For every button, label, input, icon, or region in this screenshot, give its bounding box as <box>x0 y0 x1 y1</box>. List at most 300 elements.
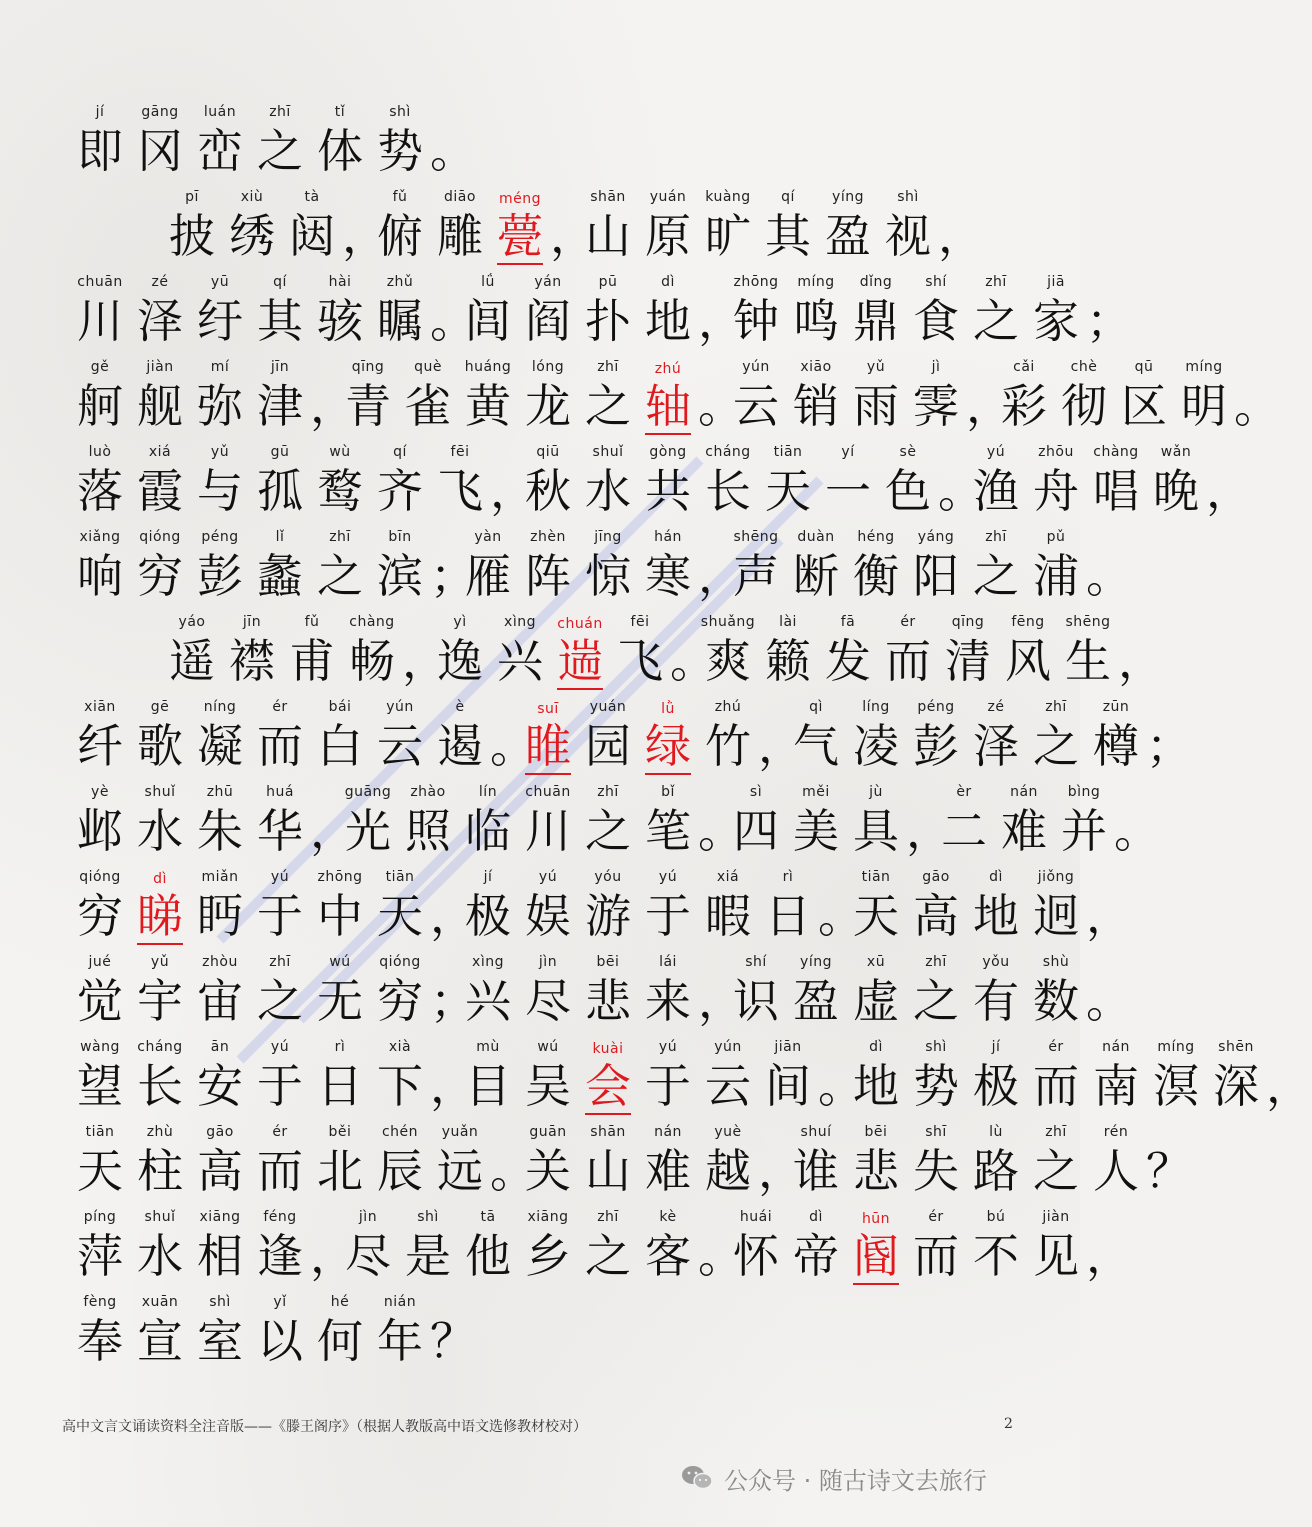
character <box>638 1207 698 1285</box>
hanzi: 以 <box>257 1314 303 1368</box>
pinyin: lù <box>989 1124 1003 1140</box>
character <box>190 782 250 860</box>
pinyin: wù <box>329 444 351 460</box>
punctuation: 。 <box>1114 804 1160 858</box>
character <box>162 612 222 690</box>
punctuation: ， <box>758 1144 804 1198</box>
punctuation: ， <box>1086 1229 1132 1283</box>
character <box>758 1037 818 1115</box>
hanzi: 霁 <box>913 379 959 433</box>
character <box>70 527 130 605</box>
pinyin: fēi <box>450 444 470 460</box>
character <box>370 527 430 605</box>
hanzi: 飞 <box>617 634 663 688</box>
hanzi: 目 <box>465 1059 511 1113</box>
pinyin: jiàn <box>1042 1209 1070 1225</box>
pinyin: shēng <box>733 529 779 545</box>
hanzi: 望 <box>77 1059 123 1113</box>
pinyin: méng <box>498 191 541 207</box>
character <box>370 1122 430 1200</box>
text-line <box>70 272 1132 350</box>
pinyin: yú <box>538 869 558 885</box>
hanzi: 盈 <box>793 974 839 1028</box>
character <box>698 442 758 520</box>
character <box>698 697 758 775</box>
pinyin: yàn <box>474 529 502 545</box>
pinyin: yuè <box>714 1124 742 1140</box>
hanzi: 蠡 <box>257 549 303 603</box>
character <box>906 952 966 1030</box>
pinyin: xiá <box>148 444 172 460</box>
pinyin: zhī <box>329 529 351 545</box>
character <box>310 697 370 775</box>
character <box>1026 867 1086 945</box>
hanzi: 于 <box>257 889 303 943</box>
hanzi: 川 <box>77 294 123 348</box>
character <box>698 1037 758 1115</box>
highlighted-character <box>130 869 190 945</box>
hanzi: 鼎 <box>853 294 899 348</box>
hanzi: 浦 <box>1033 549 1079 603</box>
character <box>70 1037 130 1115</box>
pinyin: zhī <box>1045 699 1067 715</box>
punctuation: 。 <box>1234 379 1280 433</box>
pinyin: zhī <box>985 274 1007 290</box>
hanzi: 之 <box>317 549 363 603</box>
pinyin: jí <box>483 869 493 885</box>
pinyin: chuān <box>525 784 571 800</box>
punctuation: 。 <box>430 294 476 348</box>
character <box>130 357 190 435</box>
pinyin: jí <box>991 1039 1001 1055</box>
hanzi: 阍 <box>853 1229 899 1283</box>
hanzi: 渔 <box>973 464 1019 518</box>
pinyin: zhú <box>714 699 742 715</box>
pinyin: bǐ <box>661 784 675 800</box>
pinyin: huá <box>266 784 294 800</box>
pinyin: péng <box>201 529 239 545</box>
pinyin: shì <box>417 1209 439 1225</box>
hanzi: 纤 <box>77 719 123 773</box>
punctuation: ； <box>430 549 476 603</box>
character <box>786 1207 846 1285</box>
hanzi: 遥 <box>169 634 215 688</box>
highlighted-character <box>638 359 698 435</box>
hanzi: 遏 <box>437 719 483 773</box>
pinyin: bái <box>328 699 352 715</box>
character <box>994 782 1054 860</box>
text-line <box>70 867 1132 945</box>
hanzi: 照 <box>405 804 451 858</box>
pinyin: lín <box>478 784 498 800</box>
character <box>966 867 1026 945</box>
character <box>70 357 130 435</box>
character <box>578 867 638 945</box>
pinyin: bìng <box>1067 784 1101 800</box>
punctuation: 。 <box>698 1229 744 1283</box>
pinyin: mù <box>476 1039 500 1055</box>
character <box>1086 442 1146 520</box>
pinyin: ér <box>272 699 288 715</box>
character <box>250 442 310 520</box>
punctuation: ， <box>430 1059 476 1113</box>
hanzi: 深 <box>1213 1059 1259 1113</box>
pinyin: shì <box>925 1039 947 1055</box>
hanzi: 即 <box>77 124 123 178</box>
character <box>758 187 818 265</box>
hanzi: 寒 <box>645 549 691 603</box>
pinyin: lǜ <box>661 701 675 717</box>
pinyin: xiān <box>84 699 116 715</box>
punctuation: ， <box>490 464 536 518</box>
hanzi: 遄 <box>557 634 603 688</box>
character <box>130 1037 190 1115</box>
pinyin: lǐ <box>275 529 285 545</box>
hanzi: 盈 <box>825 209 871 263</box>
character <box>698 1122 758 1200</box>
character <box>458 1207 518 1285</box>
hanzi: 舟 <box>1033 464 1079 518</box>
hanzi: 与 <box>197 464 243 518</box>
character <box>726 782 786 860</box>
hanzi: 竹 <box>705 719 751 773</box>
hanzi: 之 <box>257 124 303 178</box>
punctuation: ， <box>310 1229 356 1283</box>
pinyin: píng <box>83 1209 117 1225</box>
hanzi: 于 <box>645 889 691 943</box>
hanzi: 原 <box>645 209 691 263</box>
hanzi: 泽 <box>137 294 183 348</box>
pinyin: xiǎng <box>79 529 121 545</box>
character <box>430 612 490 690</box>
hanzi: 宇 <box>137 974 183 1028</box>
character <box>1026 527 1086 605</box>
hanzi: 云 <box>377 719 423 773</box>
hanzi: 会 <box>585 1059 631 1113</box>
hanzi: 睇 <box>137 889 183 943</box>
hanzi: 势 <box>377 124 423 178</box>
hanzi: 帝 <box>793 1229 839 1283</box>
character <box>310 272 370 350</box>
character <box>726 952 786 1030</box>
character <box>518 1207 578 1285</box>
pinyin: fèng <box>83 1294 117 1310</box>
hanzi: 柱 <box>137 1144 183 1198</box>
character <box>1026 697 1086 775</box>
character <box>786 527 846 605</box>
punctuation: ？ <box>1146 1144 1192 1198</box>
pinyin: xià <box>388 1039 412 1055</box>
pinyin: yuán <box>649 189 687 205</box>
hanzi: 歌 <box>137 719 183 773</box>
hanzi: 扑 <box>585 294 631 348</box>
character <box>786 697 846 775</box>
character <box>878 612 938 690</box>
character <box>250 1292 310 1370</box>
character <box>130 442 190 520</box>
hanzi: 瞩 <box>377 294 423 348</box>
pinyin: lái <box>659 954 677 970</box>
pinyin: rì <box>782 869 794 885</box>
hanzi: 具 <box>853 804 899 858</box>
hanzi: 二 <box>941 804 987 858</box>
pinyin: yún <box>386 699 414 715</box>
character <box>998 612 1058 690</box>
pinyin: qióng <box>139 529 181 545</box>
character <box>310 867 370 945</box>
character <box>130 782 190 860</box>
punctuation: 。 <box>490 719 536 773</box>
character <box>190 357 250 435</box>
hanzi: 迥 <box>1033 889 1079 943</box>
character <box>518 357 578 435</box>
pinyin: duàn <box>797 529 835 545</box>
hanzi: 于 <box>645 1059 691 1113</box>
character <box>70 1122 130 1200</box>
character <box>906 697 966 775</box>
hanzi: 落 <box>77 464 123 518</box>
hanzi: 山 <box>585 1144 631 1198</box>
pinyin: guān <box>529 1124 567 1140</box>
hanzi: 远 <box>437 1144 483 1198</box>
pinyin: xiāng <box>199 1209 241 1225</box>
pinyin: jiǒng <box>1037 869 1075 885</box>
character <box>458 782 518 860</box>
hanzi: 云 <box>705 1059 751 1113</box>
pinyin: gū <box>270 444 290 460</box>
hanzi: 闾 <box>465 294 511 348</box>
hanzi: 峦 <box>197 124 243 178</box>
character <box>610 612 670 690</box>
hanzi: 而 <box>913 1229 959 1283</box>
text-line <box>70 782 1160 860</box>
hanzi: 乡 <box>525 1229 571 1283</box>
character <box>398 357 458 435</box>
hanzi: 娱 <box>525 889 571 943</box>
character <box>250 1122 310 1200</box>
pinyin: gāng <box>141 104 179 120</box>
text-line <box>70 1207 1132 1285</box>
pinyin: èr <box>956 784 972 800</box>
pinyin: dì <box>153 871 167 887</box>
character <box>458 952 518 1030</box>
character <box>130 272 190 350</box>
pinyin: zhī <box>597 1209 619 1225</box>
punctuation: ， <box>342 209 388 263</box>
character <box>222 612 282 690</box>
wechat-account-banner[interactable] <box>680 1458 987 1498</box>
pinyin: è <box>455 699 465 715</box>
character <box>578 1122 638 1200</box>
hanzi: 舸 <box>77 379 123 433</box>
hanzi: 雀 <box>405 379 451 433</box>
character <box>190 697 250 775</box>
character <box>130 102 190 180</box>
pinyin: yáo <box>178 614 206 630</box>
character <box>70 1207 130 1285</box>
hanzi: 青 <box>345 379 391 433</box>
pinyin: zhī <box>269 954 291 970</box>
hanzi: 轴 <box>645 379 691 433</box>
character <box>938 612 998 690</box>
character <box>578 697 638 775</box>
character <box>1026 1037 1086 1115</box>
pinyin: jiā <box>1047 274 1065 290</box>
character <box>726 527 786 605</box>
character <box>430 187 490 265</box>
hanzi: 长 <box>137 1059 183 1113</box>
character <box>1026 1122 1086 1200</box>
pinyin: cǎi <box>1013 359 1035 375</box>
character <box>338 782 398 860</box>
pinyin: ān <box>210 1039 230 1055</box>
hanzi: 兴 <box>497 634 543 688</box>
pinyin: jìn <box>538 954 558 970</box>
pinyin: jué <box>88 954 112 970</box>
pinyin: miǎn <box>201 869 239 885</box>
hanzi: 闼 <box>289 209 335 263</box>
hanzi: 凝 <box>197 719 243 773</box>
pinyin: měi <box>802 784 830 800</box>
hanzi: 雕 <box>437 209 483 263</box>
punctuation: ， <box>402 634 448 688</box>
hanzi: 穷 <box>137 549 183 603</box>
pinyin: héng <box>857 529 895 545</box>
character <box>846 1122 906 1200</box>
pinyin: luò <box>88 444 112 460</box>
hanzi: 南 <box>1093 1059 1139 1113</box>
pinyin: xiāo <box>800 359 832 375</box>
character <box>1086 1122 1146 1200</box>
pinyin: yíng <box>832 189 864 205</box>
character <box>698 867 758 945</box>
character <box>966 697 1026 775</box>
hanzi: 樽 <box>1093 719 1139 773</box>
character <box>698 187 758 265</box>
character <box>638 1037 698 1115</box>
hanzi: 日 <box>765 889 811 943</box>
pinyin: kuài <box>592 1041 624 1057</box>
character <box>370 1037 430 1115</box>
punctuation: 。 <box>490 1144 536 1198</box>
pinyin: fǔ <box>392 189 408 205</box>
pinyin: yán <box>534 274 562 290</box>
wechat-account-label: 公众号 · 随古诗文去旅行 <box>724 1466 987 1495</box>
punctuation: 。 <box>430 124 476 178</box>
character <box>222 187 282 265</box>
character <box>70 697 130 775</box>
hanzi: 生 <box>1065 634 1111 688</box>
pinyin: zhǔ <box>386 274 414 290</box>
pinyin: xìng <box>472 954 504 970</box>
hanzi: 逢 <box>257 1229 303 1283</box>
hanzi: 天 <box>765 464 811 518</box>
hanzi: 有 <box>973 974 1019 1028</box>
highlighted-character <box>518 699 578 775</box>
pinyin: què <box>414 359 442 375</box>
hanzi: 畅 <box>349 634 395 688</box>
hanzi: 津 <box>257 379 303 433</box>
pinyin: zhī <box>985 529 1007 545</box>
pinyin: yú <box>270 869 290 885</box>
character <box>578 442 638 520</box>
hanzi: 水 <box>585 464 631 518</box>
hanzi: 谁 <box>793 1144 839 1198</box>
pinyin: shì <box>209 1294 231 1310</box>
punctuation: 。 <box>698 379 744 433</box>
pinyin: míng <box>1157 1039 1195 1055</box>
pinyin: chén <box>381 1124 419 1140</box>
hanzi: 宣 <box>137 1314 183 1368</box>
character <box>846 272 906 350</box>
character <box>190 102 250 180</box>
hanzi: 园 <box>585 719 631 773</box>
pinyin: yú <box>658 1039 678 1055</box>
hanzi: 而 <box>1033 1059 1079 1113</box>
punctuation: ， <box>1206 464 1252 518</box>
hanzi: 爽 <box>705 634 751 688</box>
character <box>310 527 370 605</box>
pinyin: zhī <box>597 359 619 375</box>
character <box>190 442 250 520</box>
pinyin: qí <box>273 274 287 290</box>
character <box>846 357 906 435</box>
pinyin: shù <box>1042 954 1070 970</box>
hanzi: 极 <box>973 1059 1019 1113</box>
pinyin: yún <box>714 1039 742 1055</box>
pinyin: jí <box>95 104 105 120</box>
character <box>726 357 786 435</box>
hanzi: 共 <box>645 464 691 518</box>
character <box>698 612 758 690</box>
pinyin: zhù <box>146 1124 174 1140</box>
character <box>310 442 370 520</box>
hanzi: 不 <box>973 1229 1019 1283</box>
pinyin: shuǐ <box>592 444 624 460</box>
character <box>310 1122 370 1200</box>
character <box>518 1122 578 1200</box>
character <box>250 867 310 945</box>
character <box>578 952 638 1030</box>
hanzi: 霞 <box>137 464 183 518</box>
pinyin: dì <box>869 1039 883 1055</box>
pinyin: qí <box>393 444 407 460</box>
pinyin: gě <box>90 359 110 375</box>
character <box>1086 697 1146 775</box>
hanzi: 彩 <box>1001 379 1047 433</box>
pinyin: yú <box>986 444 1006 460</box>
hanzi: 高 <box>913 889 959 943</box>
pinyin: yú <box>270 1039 290 1055</box>
hanzi: 发 <box>825 634 871 688</box>
hanzi: 甫 <box>289 634 335 688</box>
hanzi: 唱 <box>1093 464 1139 518</box>
character <box>1026 952 1086 1030</box>
hanzi: 笔 <box>645 804 691 858</box>
hanzi: 兴 <box>465 974 511 1028</box>
pinyin: luán <box>203 104 237 120</box>
character <box>966 1122 1026 1200</box>
hanzi: 骇 <box>317 294 363 348</box>
pinyin: sì <box>749 784 763 800</box>
character <box>846 782 906 860</box>
pinyin: zé <box>151 274 169 290</box>
character <box>906 1037 966 1115</box>
character <box>966 272 1026 350</box>
pinyin: jiàn <box>146 359 174 375</box>
character <box>130 527 190 605</box>
character <box>458 527 518 605</box>
